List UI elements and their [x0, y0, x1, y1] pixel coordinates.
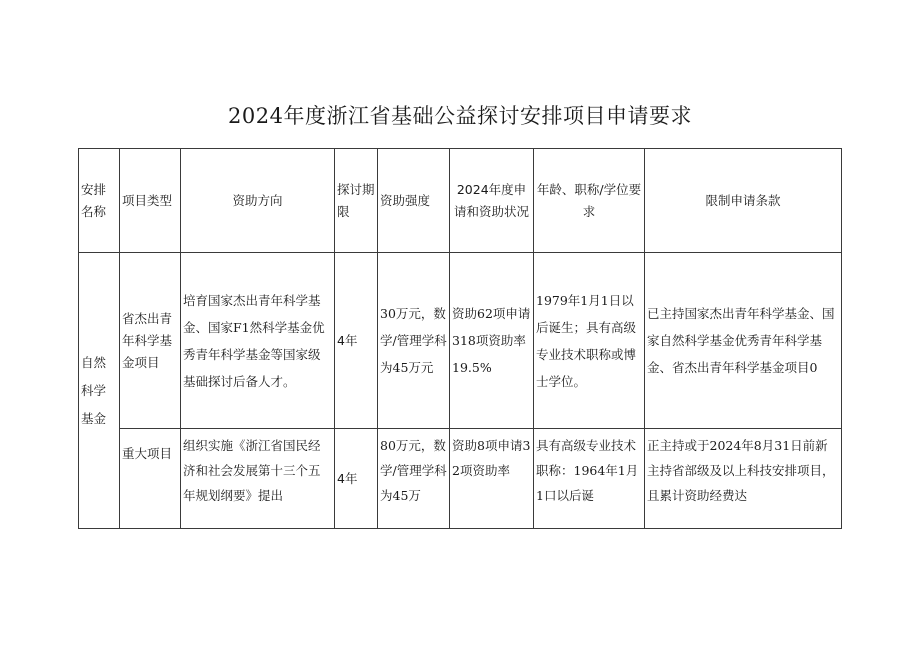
header-age-requirement: 年龄、职称/学位要求: [534, 149, 645, 253]
header-research-period: 探讨期限: [335, 149, 378, 253]
header-funding-intensity: 资助强度: [378, 149, 450, 253]
header-application-status: 2024年度申请和资助状况: [450, 149, 534, 253]
requirements-table: [78, 148, 842, 529]
project-type-cell: 省杰出青年科学基金项目: [120, 253, 181, 429]
research-period-cell: 4年: [335, 429, 378, 529]
plan-name-cell: 自然科学基金: [79, 253, 120, 529]
application-status-cell: 资助8项申请32项资助率: [450, 429, 534, 529]
header-funding-direction: 资助方向: [181, 149, 335, 253]
document-title: 2024年度浙江省基础公益探讨安排项目申请要求: [228, 104, 692, 128]
age-requirement-cell: 1979年1月1日以后诞生；具有高级专业技术职称或博士学位。: [534, 253, 645, 429]
restriction-cell: 已主持国家杰出青年科学基金、国家自然科学基金优秀青年科学基金、省杰出青年科学基金项目0: [645, 253, 842, 429]
funding-direction-cell: 组织实施《浙江省国民经济和社会发展第十三个五年规划纲要》提出: [181, 429, 335, 529]
age-requirement-cell: 具有高级专业技术职称：1964年1月1口以后诞: [534, 429, 645, 529]
header-row: [79, 149, 842, 253]
funding-direction-cell: 培育国家杰出青年科学基金、国家F1然科学基金优秀青年科学基金等国家级基础探讨后备人才。: [181, 253, 335, 429]
research-period-cell: 4年: [335, 253, 378, 429]
header-restrictions: 限制申请条款: [645, 149, 842, 253]
header-project-type: 项目类型: [120, 149, 181, 253]
table-row: [79, 253, 842, 429]
funding-intensity-cell: 30万元，数学/管理学科为45万元: [378, 253, 450, 429]
restriction-cell: 正主持或于2024年8月31日前新主持省部级及以上科技安排项目，且累计资助经费达: [645, 429, 842, 529]
table-row: [79, 429, 842, 529]
project-type-cell: 重大项目: [120, 429, 181, 529]
funding-intensity-cell: 80万元，数学/管理学科为45万: [378, 429, 450, 529]
header-plan-name: 安排名称: [79, 149, 120, 253]
application-status-cell: 资助62项申请318项资助率19.5%: [450, 253, 534, 429]
